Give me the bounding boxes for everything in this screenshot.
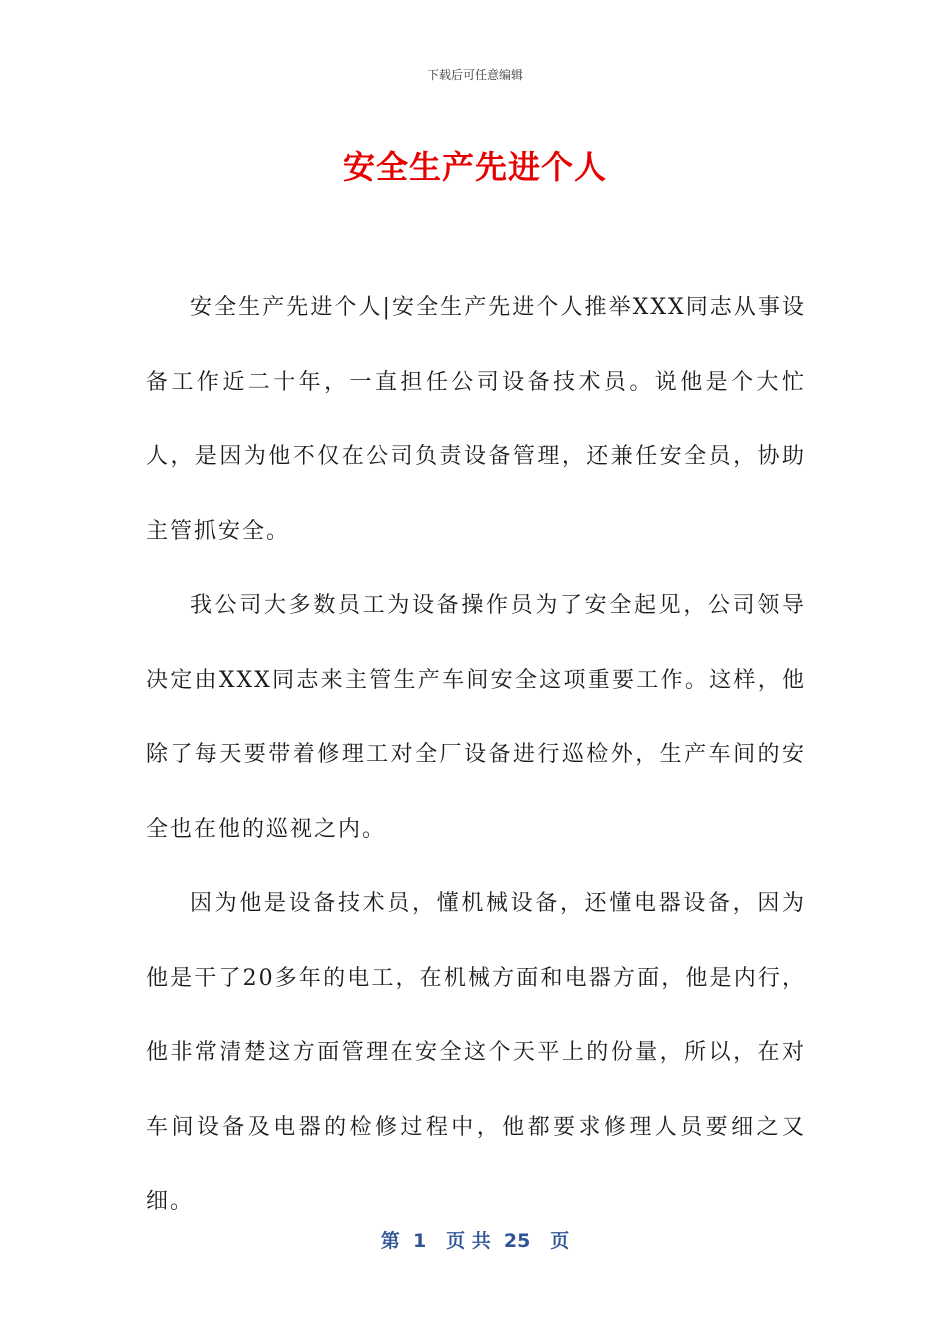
paragraph-1: 安全生产先进个人|安全生产先进个人推举XXX同志从事设备工作近二十年，一直担任公司设备技术员。说他是个大忙人，是因为他不仅在公司负责设备管理，还兼任安全员，协助主管抓安全。 xyxy=(146,295,806,544)
paragraph-3: 因为他是设备技术员，懂机械设备，还懂电器设备，因为他是干了20多年的电工，在机械方面和电器方面，他是内行，他非常清楚这方面管理在安全这个天平上的份量，所以，在对车间设备及电器的检修过程中，他都要求修理人员要细之又细。 xyxy=(146,891,806,1214)
header-note: 下载后可任意编辑 xyxy=(426,68,523,82)
paragraph-2: 我公司大多数员工为设备操作员为了安全起见，公司领导决定由XXX同志来主管生产车间安全这项重要工作。这样，他除了每天要带着修理工对全厂设备进行巡检外，生产车间的安全也在他的巡视之内。 xyxy=(146,593,806,842)
document-body xyxy=(146,271,806,1240)
document-title: 安全生产先进个人 xyxy=(342,148,607,186)
page-footer: 第 1 页 共 25 页 xyxy=(380,1230,570,1252)
